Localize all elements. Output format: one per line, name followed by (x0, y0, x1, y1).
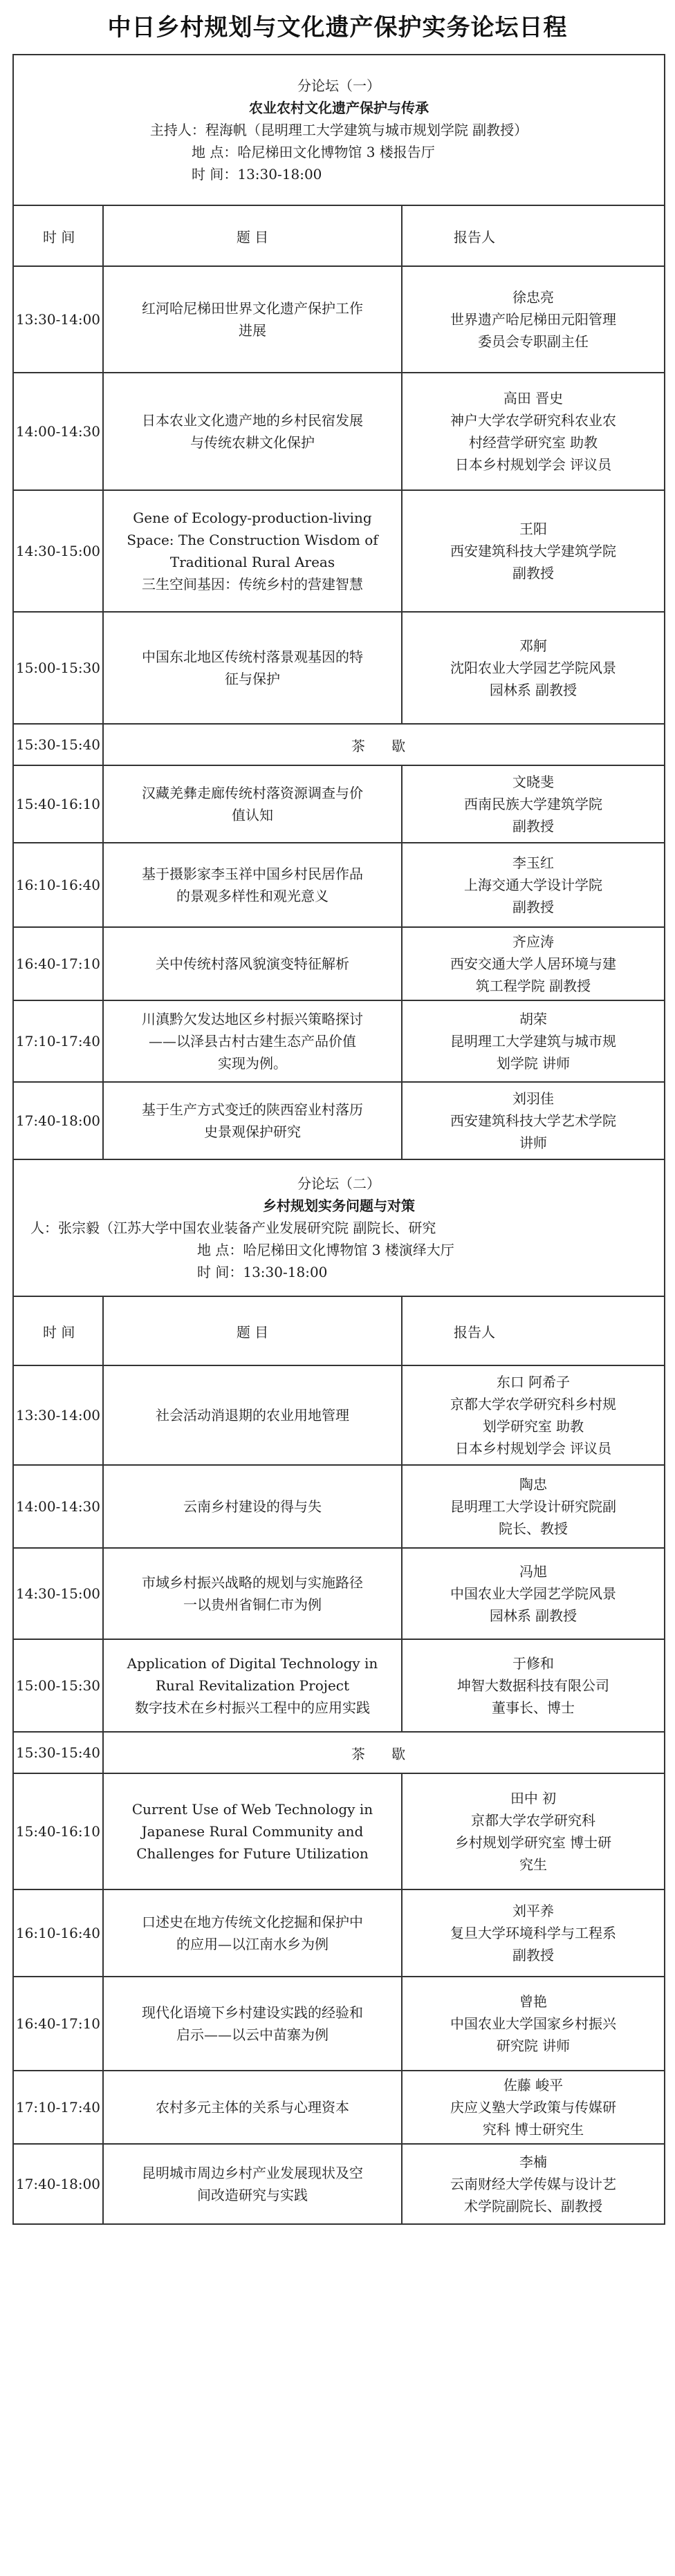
session-time: 17:40-18:00 (13, 1082, 103, 1159)
column-time: 时 间 (13, 205, 103, 266)
session-row (13, 1465, 665, 1548)
speaker-line: 沈阳农业大学园艺学院风景 (450, 660, 616, 676)
session-topic (103, 2071, 402, 2144)
speaker-line: 陶忠 (519, 1476, 547, 1493)
session-time: 14:30-15:00 (13, 490, 103, 612)
break-row (13, 724, 665, 765)
forum-time: 时 间：13:30-18:00 (192, 166, 322, 183)
session-time: 17:10-17:40 (13, 1000, 103, 1082)
topic-line: Application of Digital Technology in (127, 1655, 378, 1672)
speaker-line: 讲师 (519, 1135, 547, 1151)
speaker-line: 西南民族大学建筑学院 (464, 796, 602, 812)
topic-line: 值认知 (232, 807, 273, 823)
session-row (13, 1548, 665, 1639)
session-row (13, 266, 665, 373)
speaker-line: 副教授 (512, 818, 554, 834)
session-speaker (402, 1465, 665, 1548)
session-speaker (402, 1000, 665, 1082)
forum-host: 主持人：程海帆（昆明理工大学建筑与城市规划学院 副教授） (149, 122, 528, 138)
topic-line: 口述史在地方传统文化挖掘和保护中 (142, 1914, 363, 1930)
speaker-line: 术学院副院长、副教授 (464, 2198, 602, 2214)
speaker-line: 京都大学农学研究科乡村规 (450, 1396, 616, 1412)
session-row (13, 490, 665, 612)
session-speaker (402, 1639, 665, 1732)
topic-line: Gene of Ecology-production-living (133, 510, 372, 526)
session-row (13, 1082, 665, 1159)
session-time: 16:10-16:40 (13, 1889, 103, 1977)
topic-line: Space: The Construction Wisdom of (127, 532, 378, 548)
speaker-line: 园林系 副教授 (489, 1607, 577, 1624)
speaker-line: 邓舸 (519, 637, 547, 654)
session-speaker (402, 612, 665, 724)
break-label: 茶 歇 (103, 1732, 665, 1773)
speaker-line: 划学院 讲师 (496, 1055, 571, 1072)
forum-place: 地 点：哈尼梯田文化博物馆 3 楼报告厅 (192, 144, 435, 160)
topic-line: 市域乡村振兴战略的规划与实施路径 (142, 1574, 363, 1591)
speaker-line: 刘平养 (512, 1903, 554, 1919)
session-topic (103, 1639, 402, 1732)
topic-line: 汉藏羌彝走廊传统村落资源调查与价 (142, 785, 363, 801)
speaker-line: 中国农业大学园艺学院风景 (450, 1585, 616, 1602)
speaker-line: 究生 (519, 1856, 547, 1873)
forum-time: 时 间：13:30-18:00 (197, 1264, 328, 1280)
column-topic: 题 目 (103, 1296, 402, 1365)
speaker-line: 委员会专职副主任 (478, 333, 589, 350)
column-topic: 题 目 (103, 205, 402, 266)
speaker-line: 副教授 (512, 565, 554, 581)
forum-theme: 农业农村文化遗产保护与传承 (249, 100, 429, 116)
speaker-line: 研究院 讲师 (496, 2037, 571, 2054)
speaker-line: 文晓斐 (512, 774, 554, 790)
speaker-line: 神户大学农学研究科农业农 (450, 412, 616, 429)
session-row (13, 1977, 665, 2071)
forum-host: 人：张宗毅（江苏大学中国农业装备产业发展研究院 副院长、研究 (30, 1220, 436, 1236)
page-title: 中日乡村规划与文化遗产保护实务论坛日程 (107, 14, 568, 41)
session-topic (103, 1465, 402, 1548)
session-speaker (402, 1082, 665, 1159)
session-time: 15:00-15:30 (13, 612, 103, 724)
speaker-line: 乡村规划学研究室 博士研 (454, 1834, 612, 1851)
speaker-line: 副教授 (512, 899, 554, 915)
session-speaker (402, 765, 665, 843)
session-speaker (402, 1977, 665, 2071)
session-topic (103, 843, 402, 927)
forum-info (13, 55, 665, 205)
speaker-line: 曾艳 (519, 1993, 547, 2010)
speaker-line: 院长、教授 (499, 1520, 568, 1537)
speaker-line: 李楠 (519, 2154, 547, 2170)
topic-line: 川滇黔欠发达地区乡村振兴策略探讨 (142, 1011, 363, 1027)
forum-info (13, 1159, 665, 1296)
session-time: 14:00-14:30 (13, 1465, 103, 1548)
session-topic (103, 1082, 402, 1159)
topic-line: Japanese Rural Community and (141, 1823, 364, 1840)
topic-line: 关中传统村落风貌演变特征解析 (156, 955, 349, 972)
speaker-line: 刘羽佳 (512, 1090, 554, 1107)
session-time: 16:40-17:10 (13, 1977, 103, 2071)
speaker-line: 京都大学农学研究科 (471, 1812, 595, 1829)
session-time: 15:40-16:10 (13, 765, 103, 843)
session-topic (103, 1773, 402, 1889)
session-topic (103, 1000, 402, 1082)
topic-line: 基于摄影家李玉祥中国乡村民居作品 (142, 866, 363, 882)
speaker-line: 西安交通大学人居环境与建 (450, 955, 616, 972)
topic-line: 征与保护 (225, 671, 280, 687)
session-topic (103, 1889, 402, 1977)
session-speaker (402, 266, 665, 373)
topic-line: 史景观保护研究 (204, 1123, 301, 1140)
forum-name: 分论坛（一） (297, 77, 380, 94)
topic-line: 农村多元主体的关系与心理资本 (156, 2099, 349, 2116)
session-speaker (402, 2071, 665, 2144)
speaker-line: 世界遗产哈尼梯田元阳管理 (450, 311, 616, 328)
speaker-line: 东口 阿希子 (496, 1374, 571, 1390)
speaker-line: 胡荣 (519, 1011, 547, 1027)
session-row (13, 843, 665, 927)
session-topic (103, 765, 402, 843)
speaker-line: 董事长、博士 (492, 1699, 575, 1716)
session-row (13, 1365, 665, 1465)
session-topic (103, 373, 402, 490)
session-topic (103, 612, 402, 724)
speaker-line: 日本乡村规划学会 评议员 (454, 456, 612, 473)
session-time: 13:30-14:00 (13, 1365, 103, 1465)
forum-header-row (13, 1159, 665, 1296)
speaker-line: 佐藤 峻平 (503, 2077, 564, 2093)
column-speaker: 报告人 (402, 1296, 665, 1365)
session-speaker (402, 927, 665, 1000)
speaker-line: 云南财经大学传媒与设计艺 (450, 2176, 616, 2192)
session-topic (103, 266, 402, 373)
session-speaker (402, 1889, 665, 1977)
session-speaker (402, 2144, 665, 2224)
session-row (13, 1773, 665, 1889)
topic-line: 日本农业文化遗产地的乡村民宿发展 (142, 412, 363, 429)
topic-line: 社会活动消退期的农业用地管理 (156, 1407, 349, 1424)
session-speaker (402, 1548, 665, 1639)
session-time: 15:00-15:30 (13, 1639, 103, 1732)
speaker-line: 昆明理工大学设计研究院副 (450, 1498, 616, 1515)
session-time: 14:00-14:30 (13, 373, 103, 490)
speaker-line: 村经营学研究室 助教 (468, 434, 598, 451)
topic-line: 昆明城市周边乡村产业发展现状及空 (142, 2165, 363, 2181)
speaker-line: 坤智大数据科技有限公司 (457, 1677, 609, 1694)
session-speaker (402, 490, 665, 612)
speaker-line: 冯旭 (519, 1563, 547, 1580)
session-speaker (402, 1365, 665, 1465)
session-time: 14:30-15:00 (13, 1548, 103, 1639)
session-time: 16:40-17:10 (13, 927, 103, 1000)
column-speaker: 报告人 (402, 205, 665, 266)
topic-line: 启示——以云中苗寨为例 (176, 2026, 329, 2043)
speaker-line: 昆明理工大学建筑与城市规 (450, 1033, 616, 1049)
speaker-line: 庆应义塾大学政策与传媒研 (450, 2099, 616, 2116)
session-time: 15:30-15:40 (13, 1732, 103, 1773)
session-time: 17:10-17:40 (13, 2071, 103, 2144)
topic-line: 现代化语境下乡村建设实践的经验和 (142, 2004, 363, 2021)
session-speaker (402, 843, 665, 927)
session-time: 13:30-14:00 (13, 266, 103, 373)
session-speaker (402, 1773, 665, 1889)
column-header-row (13, 1296, 665, 1365)
session-row (13, 927, 665, 1000)
forum-name: 分论坛（二） (297, 1175, 380, 1192)
speaker-line: 徐忠亮 (512, 289, 554, 306)
session-row (13, 373, 665, 490)
speaker-line: 中国农业大学国家乡村振兴 (450, 2015, 616, 2032)
speaker-line: 副教授 (512, 1947, 554, 1963)
session-time: 15:30-15:40 (13, 724, 103, 765)
topic-line: Challenges for Future Utilization (136, 1845, 369, 1862)
forum-header-row (13, 55, 665, 205)
session-topic (103, 1548, 402, 1639)
speaker-line: 西安建筑科技大学建筑学院 (450, 543, 616, 559)
speaker-line: 高田 晋史 (503, 390, 564, 407)
speaker-line: 于修和 (512, 1655, 554, 1672)
session-topic (103, 1977, 402, 2071)
topic-line: 的应用—以江南水乡为例 (176, 1936, 329, 1952)
topic-line: 实现为例。 (218, 1055, 287, 1072)
break-label: 茶 歇 (103, 724, 665, 765)
session-topic (103, 2144, 402, 2224)
topic-line: 数字技术在乡村振兴工程中的应用实践 (135, 1699, 370, 1716)
speaker-line: 田中 初 (510, 1790, 557, 1807)
speaker-line: 西安建筑科技大学艺术学院 (450, 1112, 616, 1129)
topic-line: 的景观多样性和观光意义 (176, 888, 329, 904)
column-header-row (13, 205, 665, 266)
session-speaker (402, 373, 665, 490)
session-row (13, 1889, 665, 1977)
speaker-line: 日本乡村规划学会 评议员 (454, 1440, 612, 1457)
speaker-line: 王阳 (519, 521, 547, 537)
topic-line: 与传统农耕文化保护 (190, 434, 315, 451)
session-topic (103, 1365, 402, 1465)
session-time: 16:10-16:40 (13, 843, 103, 927)
session-row (13, 2144, 665, 2224)
session-row (13, 1639, 665, 1732)
schedule-table (12, 54, 665, 2225)
topic-line: Traditional Rural Areas (169, 554, 335, 570)
session-time: 17:40-18:00 (13, 2144, 103, 2224)
speaker-line: 园林系 副教授 (489, 682, 577, 698)
session-topic (103, 490, 402, 612)
session-row (13, 765, 665, 843)
break-row (13, 1732, 665, 1773)
topic-line: Rural Revitalization Project (155, 1677, 350, 1694)
session-row (13, 2071, 665, 2144)
topic-line: ——以泽县古村古建生态产品价值 (149, 1033, 356, 1049)
topic-line: 三生空间基因：传统乡村的营建智慧 (142, 576, 363, 592)
column-time: 时 间 (13, 1296, 103, 1365)
session-row (13, 612, 665, 724)
session-topic (103, 927, 402, 1000)
topic-line: 云南乡村建设的得与失 (183, 1498, 322, 1515)
forum-place: 地 点：哈尼梯田文化博物馆 3 楼演绎大厅 (197, 1242, 454, 1258)
speaker-line: 究科 博士研究生 (482, 2121, 584, 2138)
topic-line: Current Use of Web Technology in (131, 1801, 373, 1818)
session-row (13, 1000, 665, 1082)
session-time: 15:40-16:10 (13, 1773, 103, 1889)
speaker-line: 划学研究室 助教 (482, 1418, 584, 1435)
speaker-line: 齐应涛 (512, 933, 554, 950)
topic-line: 基于生产方式变迁的陕西窑业村落历 (142, 1101, 363, 1118)
topic-line: 进展 (239, 322, 266, 339)
topic-line: 中国东北地区传统村落景观基因的特 (142, 648, 363, 665)
speaker-line: 复旦大学环境科学与工程系 (450, 1925, 616, 1941)
topic-line: 间改造研究与实践 (197, 2187, 308, 2203)
forum-theme: 乡村规划实务问题与对策 (263, 1197, 415, 1214)
speaker-line: 李玉红 (512, 855, 554, 871)
speaker-line: 上海交通大学设计学院 (464, 877, 602, 893)
topic-line: 一以贵州省铜仁市为例 (183, 1596, 322, 1613)
speaker-line: 筑工程学院 副教授 (475, 978, 591, 994)
topic-line: 红河哈尼梯田世界文化遗产保护工作 (142, 300, 363, 317)
